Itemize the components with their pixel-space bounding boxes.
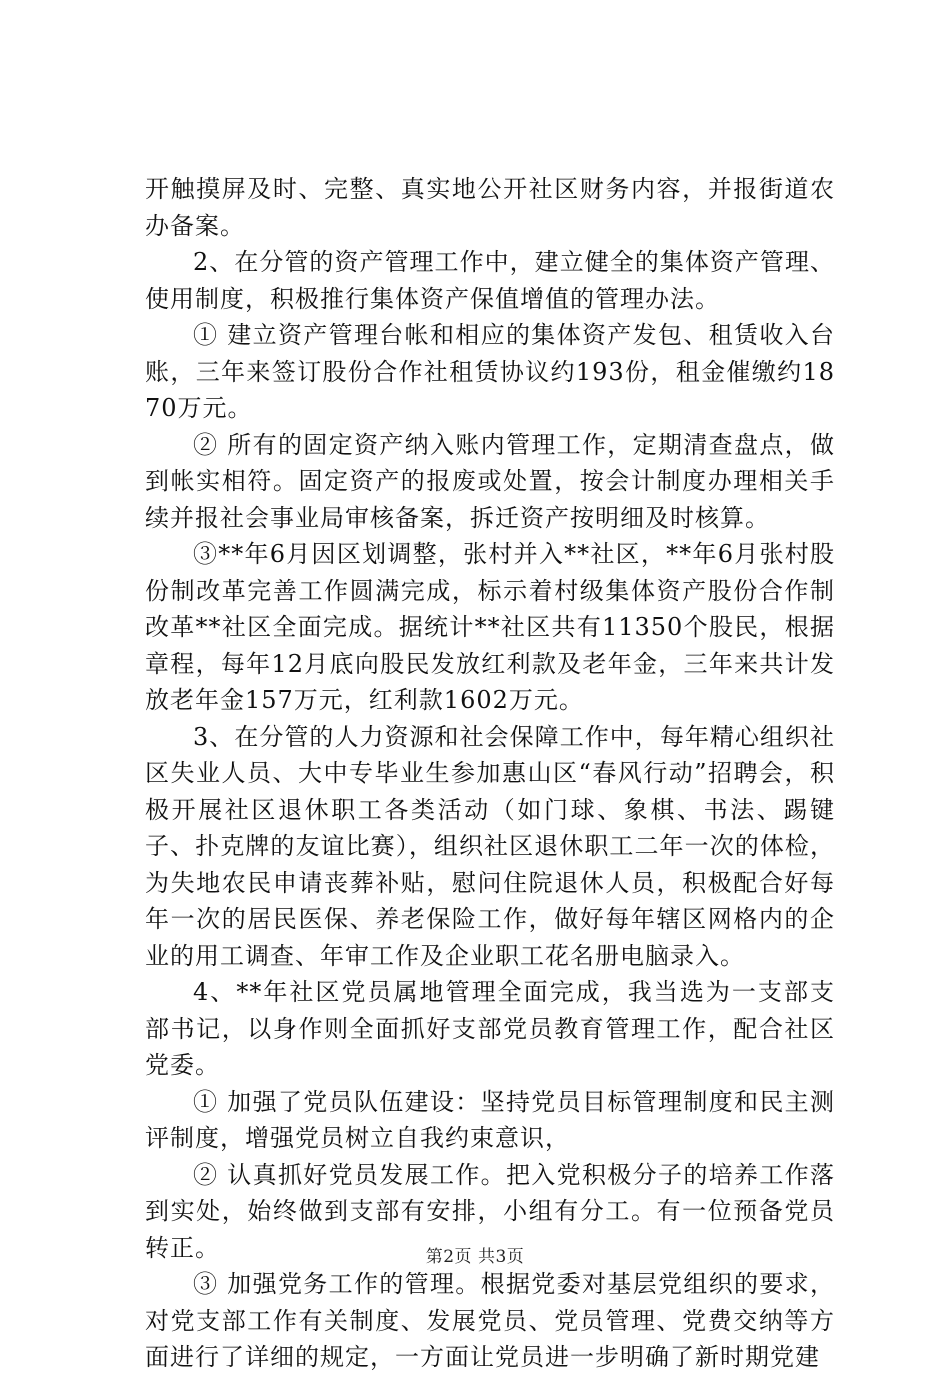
paragraph-asset-management: 2、在分管的资产管理工作中，建立健全的集体资产管理、使用制度，积极推行集体资产保值增值的管理办法。 — [145, 248, 835, 313]
paragraph-party-item-2: ② 认真抓好党员发展工作。把入党积极分子的培养工作落到实处，始终做到支部有安排，小组有分工。有一位预备党员转正。 — [145, 1160, 835, 1262]
paragraph-asset-item-3: ③**年6月因区划调整，张村并入**社区，**年6月张村股份制改革完善工作圆满完成，标示着村级集体资产股份合作制改革**社区全面完成。据统计**社区共有11350个股民，根据章程，每年12月底向股民发放红利款及老年金，三年来共计发放老年金157万元，红利款1602万元。 — [145, 540, 835, 714]
document-body — [145, 171, 835, 1376]
paragraph-human-resources: 3、在分管的人力资源和社会保障工作中，每年精心组织社区失业人员、大中专毕业生参加惠山区“春风行动”招聘会，积极开展社区退休职工各类活动（如门球、象棋、书法、踢键子、扑克牌的友谊比赛），组织社区退休职工二年一次的体检，为失地农民申请丧葬补贴，慰问住院退休人员，积极配合好每年一次的居民医保、养老保险工作，做好每年辖区网格内的企业的用工调查、年审工作及企业职工花名册电脑录入。 — [145, 722, 835, 970]
paragraph-party-item-1: ① 加强了党员队伍建设：坚持党员目标管理制度和民主测评制度，增强党员树立自我约束意识， — [145, 1087, 835, 1152]
paragraph-party-management: 4、**年社区党员属地管理全面完成，我当选为一支部支部书记，以身作则全面抓好支部党员教育管理工作，配合社区党委。 — [145, 978, 835, 1079]
paragraph-asset-item-1: ① 建立资产管理台帐和相应的集体资产发包、租赁收入台账，三年来签订股份合作社租赁协议约193份，租金催缴约1870万元。 — [145, 321, 835, 422]
paragraph-party-item-3: ③ 加强党务工作的管理。根据党委对基层党组织的要求，对党支部工作有关制度、发展党员、党员管理、党费交纳等方面进行了详细的规定，一方面让党员进一步明确了新时期党建 — [145, 1270, 835, 1371]
paragraph-asset-item-2: ② 所有的固定资产纳入账内管理工作，定期清查盘点，做到帐实相符。固定资产的报废或处置，按会计制度办理相关手续并报社会事业局审核备案，拆迁资产按明细及时核算。 — [145, 430, 835, 532]
paragraph-continuation: 开触摸屏及时、完整、真实地公开社区财务内容，并报街道农办备案。 — [145, 175, 835, 240]
page-number-footer: 第2页 共3页 — [425, 1247, 525, 1267]
